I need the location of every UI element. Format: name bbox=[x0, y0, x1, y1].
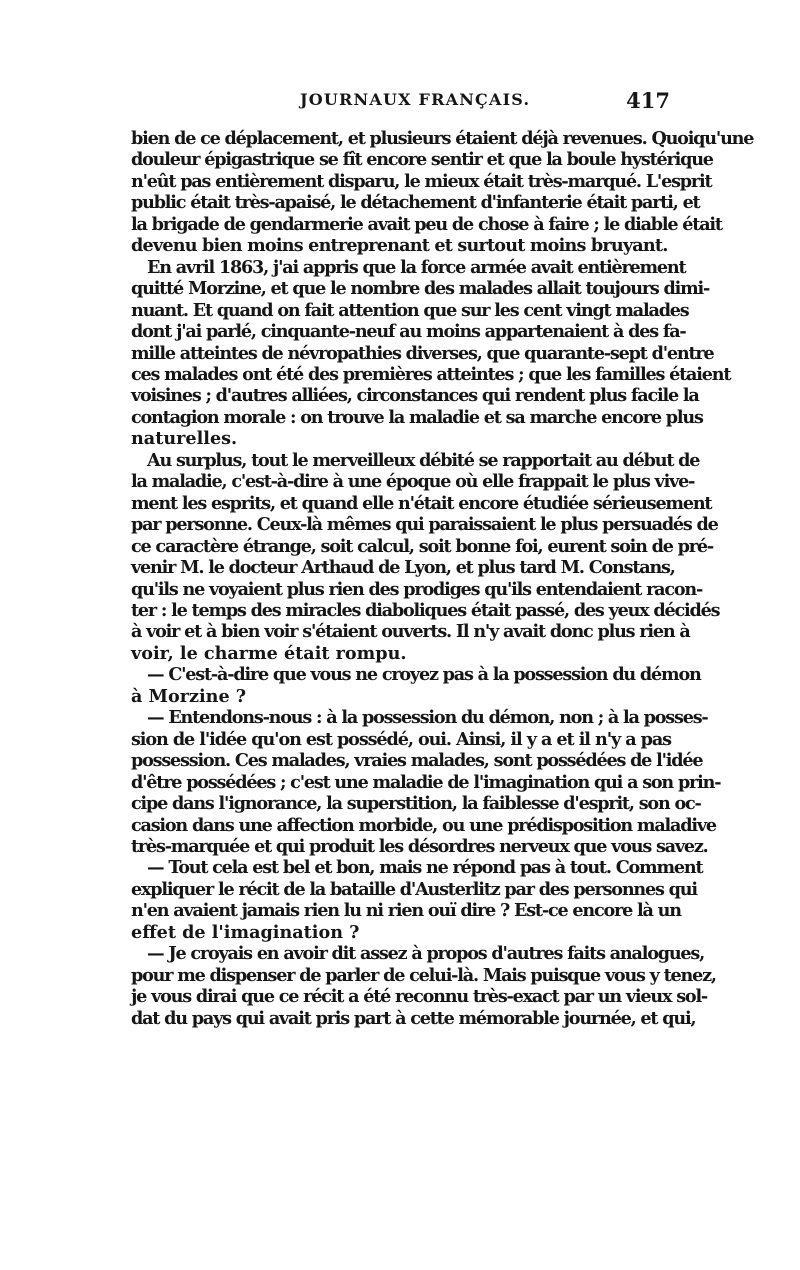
text-line: voir, le charme était rompu. bbox=[131, 642, 407, 664]
text-line: bien de ce déplacement, et plusieurs étaient déjà revenues. Quoiqu'une bbox=[131, 128, 754, 149]
text-line: — Tout cela est bel et bon, mais ne répond pas à tout. Comment bbox=[147, 857, 703, 879]
text-line: à voir et à bien voir s'étaient ouverts. Il n'y avait donc plus rien à bbox=[131, 621, 690, 643]
text-line: la brigade de gendarmerie avait peu de chose à faire ; le diable était bbox=[131, 213, 722, 235]
text-line: possession. Ces malades, vraies malades, sont possédées de l'idée bbox=[131, 750, 703, 772]
text-line: public était très-apaisé, le détachement d'infanterie était parti, et bbox=[131, 192, 700, 214]
text-line: n'en avaient jamais rien lu ni rien ouï dire ? Est-ce encore là un bbox=[131, 900, 681, 922]
text-line: à Morzine ? bbox=[131, 685, 247, 707]
text-line: par personne. Ceux-là mêmes qui paraissaient le plus persuadés de bbox=[131, 514, 718, 536]
text-line: très-marquée et qui produit les désordres nerveux que vous savez. bbox=[131, 835, 708, 857]
text-line: dat du pays qui avait pris part à cette mémorable journée, et qui, bbox=[131, 1007, 696, 1029]
text-line: mille atteintes de névropathies diverses, que quarante-sept d'entre bbox=[131, 342, 714, 364]
text-line: qu'ils ne voyaient plus rien des prodiges qu'ils entendaient racon- bbox=[131, 578, 703, 600]
text-line: n'eût pas entièrement disparu, le mieux était très-marqué. L'esprit bbox=[131, 170, 712, 192]
text-line: — Entendons-nous : à la possession du démon, non ; à la posses- bbox=[147, 707, 708, 729]
text-line: sion de l'idée qu'on est possédé, oui. Ainsi, il y a et il n'y a pas bbox=[131, 728, 671, 750]
text-line: d'être possédées ; c'est une maladie de l'imagination qui a son prin- bbox=[131, 771, 721, 793]
text-line: ment les esprits, et quand elle n'était encore étudiée sérieusement bbox=[131, 492, 712, 514]
text-line: quitté Morzine, et que le nombre des malades allait toujours dimi- bbox=[131, 278, 710, 300]
text-line: En avril 1863, j'ai appris que la force armée avait entièrement bbox=[147, 256, 686, 278]
text-line: voisines ; d'autres alliées, circonstances qui rendent plus facile la bbox=[131, 385, 699, 407]
text-line: — Je croyais en avoir dit assez à propos d'autres faits analogues, bbox=[147, 943, 705, 965]
text-line: douleur épigastrique se fît encore sentir et que la boule hystérique bbox=[131, 149, 713, 171]
running-title: JOURNAUX FRANÇAIS. bbox=[300, 90, 531, 109]
text-line: je vous dirai que ce récit a été reconnu très-exact par un vieux sol- bbox=[131, 986, 708, 1008]
text-line: naturelles. bbox=[131, 428, 238, 450]
text-line: nuant. Et quand on fait attention que sur les cent vingt malades bbox=[131, 299, 689, 321]
text-line: devenu bien moins entreprenant et surtout moins bruyant. bbox=[131, 235, 668, 257]
body-text bbox=[131, 128, 754, 1029]
text-line: Au surplus, tout le merveilleux débité se rapportait au début de bbox=[147, 449, 700, 471]
text-line: ter : le temps des miracles diaboliques était passé, des yeux décidés bbox=[131, 599, 720, 621]
text-line: expliquer le récit de la bataille d'Austerlitz par des personnes qui bbox=[131, 878, 697, 900]
text-line: effet de l'imagination ? bbox=[131, 921, 360, 943]
running-header bbox=[130, 88, 670, 118]
text-line: casion dans une affection morbide, ou une prédisposition maladive bbox=[131, 814, 716, 836]
text-line: cipe dans l'ignorance, la superstition, la faiblesse d'esprit, son oc- bbox=[131, 793, 701, 815]
text-line: ce caractère étrange, soit calcul, soit bonne foi, eurent soin de pré- bbox=[131, 535, 713, 557]
text-line: — C'est-à-dire que vous ne croyez pas à la possession du démon bbox=[147, 664, 701, 686]
text-line: dont j'ai parlé, cinquante-neuf au moins appartenaient à des fa- bbox=[131, 321, 686, 343]
text-line: pour me dispenser de parler de celui-là. Mais puisque vous y tenez, bbox=[131, 964, 716, 986]
text-line: la maladie, c'est-à-dire à une époque où elle frappait le plus vive- bbox=[131, 471, 695, 493]
text-line: venir M. le docteur Arthaud de Lyon, et plus tard M. Constans, bbox=[131, 557, 675, 579]
text-line: ces malades ont été des premières atteintes ; que les familles étaient bbox=[131, 363, 731, 385]
page-number: 417 bbox=[626, 88, 670, 113]
text-line: contagion morale : on trouve la maladie et sa marche encore plus bbox=[131, 406, 703, 428]
